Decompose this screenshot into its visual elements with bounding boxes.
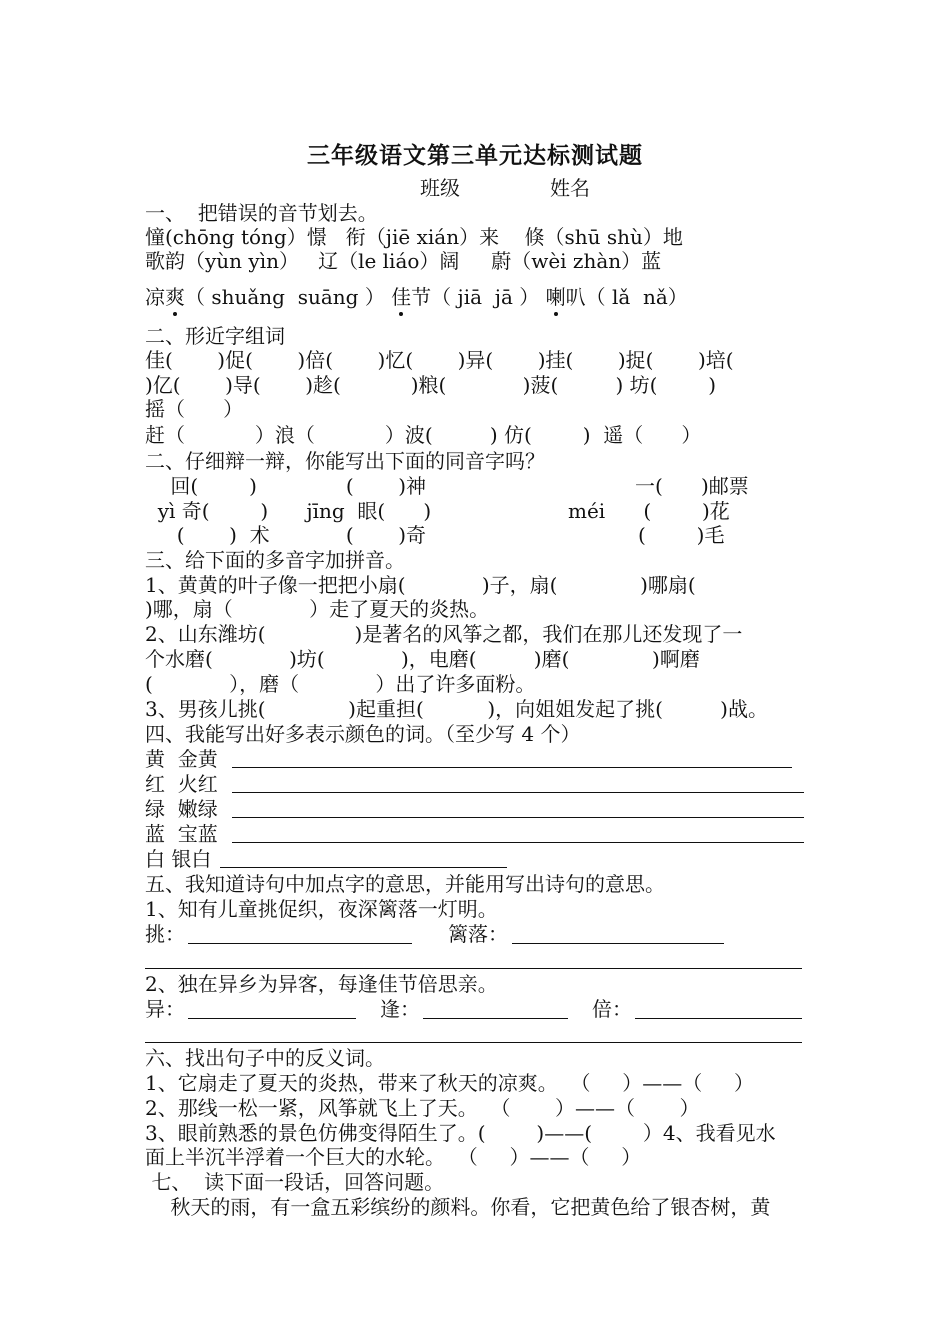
label-yi: 异： bbox=[145, 997, 185, 1021]
section4-row6: 3、男孩儿挑( )起重担( )，向姐姐发起了挑( )战。 bbox=[145, 697, 768, 721]
answer-line[interactable] bbox=[635, 1018, 802, 1019]
char: 凉 bbox=[145, 285, 165, 309]
color-row-label: 白 银白 bbox=[145, 847, 212, 871]
section4-heading: 三、给下面的多音字加拼音。 bbox=[145, 548, 405, 572]
answer-line[interactable] bbox=[423, 1018, 568, 1019]
section7-heading: 六、找出句子中的反义词。 bbox=[145, 1046, 385, 1070]
dotted-char: 爽 bbox=[165, 285, 185, 309]
section4-row5: ( ），磨（ ）出了许多面粉。 bbox=[145, 672, 536, 696]
section2-row4: 赶（ ）浪（ ）波( ) 仿( ) 遥（ ） bbox=[145, 423, 702, 447]
poem-1: 1、知有儿童挑促织，夜深篱落一灯明。 bbox=[145, 897, 498, 921]
label-feng: 逢： bbox=[380, 997, 420, 1021]
name-label: 姓名 bbox=[550, 176, 590, 200]
section1-heading: 一、 把错误的音节划去。 bbox=[145, 201, 378, 225]
page-title: 三年级语文第三单元达标测试题 bbox=[307, 142, 643, 169]
section2-row2: )亿( )导( )趁( )粮( )菠( ) 坊( ) bbox=[145, 373, 717, 397]
section8-heading: 七、 读下面一段话，回答问题。 bbox=[145, 1170, 445, 1194]
section2-row1: 佳( )促( )倍( )忆( )异( )挂( )捉( )培( bbox=[145, 348, 734, 372]
section4-row1: 1、黄黄的叶子像一把把小扇( )子，扇( )哪扇( bbox=[145, 573, 696, 597]
answer-line[interactable] bbox=[232, 767, 792, 768]
dotted-char: 喇 bbox=[545, 285, 566, 309]
dotted-char: 佳 bbox=[391, 285, 412, 309]
section5-heading: 四、我能写出好多表示颜色的词。（至少写 4 个） bbox=[145, 722, 581, 746]
section2-row3: 摇（ ） bbox=[145, 397, 244, 421]
answer-line[interactable] bbox=[232, 842, 804, 843]
antonym-row2: 2、那线一松一紧，风筝就飞上了天。 （ ）——（ ） bbox=[145, 1096, 700, 1120]
pinyin-choice: 节（ jiā jā ） bbox=[411, 285, 546, 309]
section3-row3a: ( ) 术 ( )奇 bbox=[145, 523, 427, 547]
answer-line[interactable] bbox=[145, 968, 802, 969]
section4-row4: 个水磨( )坊( )，电磨( )磨( )啊磨 bbox=[145, 647, 700, 671]
color-row-label: 红 火红 bbox=[145, 772, 218, 796]
color-row-label: 黄 金黄 bbox=[145, 747, 218, 771]
answer-line[interactable] bbox=[232, 792, 804, 793]
reading-paragraph: 秋天的雨，有一盒五彩缤纷的颜料。你看，它把黄色给了银杏树，黄 bbox=[145, 1195, 771, 1219]
section3-row2a: yì 奇( ) jīng 眼( ) bbox=[145, 499, 432, 523]
color-row-label: 蓝 宝蓝 bbox=[145, 822, 218, 846]
answer-line[interactable] bbox=[220, 867, 507, 868]
section3-row1a: 回( ) ( )神 bbox=[145, 474, 427, 498]
answer-line[interactable] bbox=[188, 1018, 356, 1019]
poem-2: 2、独在异乡为异客，每逢佳节倍思亲。 bbox=[145, 972, 498, 996]
antonym-row4: 面上半沉半浮着一个巨大的水轮。 （ ）——（ ） bbox=[145, 1145, 642, 1169]
section1-row2: 歌韵（yùn yìn） 辽（le liáo）阔 蔚（wèi zhàn）蓝 bbox=[145, 249, 662, 273]
antonym-row3: 3、眼前熟悉的景色仿佛变得陌生了。( )——( ）4、我看见水 bbox=[145, 1121, 776, 1145]
section2-heading: 二、形近字组词 bbox=[145, 324, 285, 348]
section1-row1: 憧(chōng tóng）憬 衔（jiē xián）来 倏（shū shù）地 bbox=[145, 225, 683, 249]
answer-line[interactable] bbox=[512, 943, 724, 944]
class-label: 班级 bbox=[420, 176, 460, 200]
section3-row1b: 一( )邮票 bbox=[635, 474, 749, 498]
answer-line[interactable] bbox=[188, 943, 412, 944]
antonym-row1: 1、它扇走了夏天的炎热，带来了秋天的凉爽。 （ ）——（ ） bbox=[145, 1071, 755, 1095]
label-tiao: 挑： bbox=[145, 922, 185, 946]
label-bei: 倍： bbox=[592, 997, 632, 1021]
section3-row3b: ( )毛 bbox=[638, 523, 725, 547]
color-row-label: 绿 嫩绿 bbox=[145, 797, 218, 821]
section4-row3: 2、山东潍坊( )是著名的风筝之都，我们在那儿还发现了一 bbox=[145, 622, 743, 646]
answer-line[interactable] bbox=[232, 817, 804, 818]
section6-heading: 五、我知道诗句中加点字的意思，并能用写出诗句的意思。 bbox=[145, 872, 665, 896]
pinyin-choice: （ shuǎng suāng ） bbox=[185, 285, 392, 309]
section3-heading: 二、仔细辩一辩，你能写出下面的同音字吗？ bbox=[145, 449, 545, 473]
pinyin-choice: 叭（ lǎ nǎ） bbox=[565, 285, 688, 309]
answer-line[interactable] bbox=[145, 1042, 802, 1043]
label-liluo: 篱落： bbox=[448, 922, 508, 946]
section4-row2: )哪，扇（ ）走了夏天的炎热。 bbox=[145, 597, 490, 621]
section3-row2b: méi ( )花 bbox=[568, 499, 730, 523]
section1-row3 bbox=[145, 285, 688, 309]
